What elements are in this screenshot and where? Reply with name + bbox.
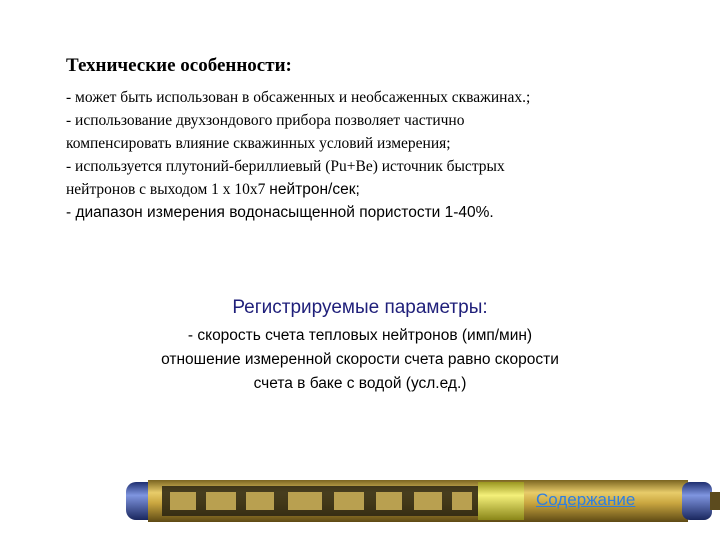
- params-body: [60, 324, 660, 396]
- features-line-5-sans: нейтрон/сек;: [269, 181, 360, 198]
- features-line-5-serif: нейтронов с выходом 1 х 10х7: [66, 181, 270, 198]
- params-title: Регистрируемые параметры:: [232, 297, 488, 318]
- tool-right-cap: [682, 482, 712, 520]
- features-line-4: - используется плутоний-бериллиевый (Pu+Be) источник быстрых: [66, 158, 505, 175]
- tool-yellow-section: [478, 482, 524, 520]
- params-line-2: отношение измеренной скорости счета равно скорости: [161, 351, 559, 368]
- params-line-3: счета в баке с водой (усл.ед.): [253, 375, 467, 392]
- features-line-3: компенсировать влияние скважинных условий измерения;: [66, 135, 451, 152]
- tool-windows: [170, 492, 472, 510]
- features-line-2: - использование двухзондового прибора позволяет частично: [66, 112, 465, 129]
- params-line-1: - скорость счета тепловых нейтронов (имп/мин): [187, 327, 533, 344]
- features-line-1: - может быть использован в обсаженных и необсаженных скважинах.;: [66, 89, 531, 106]
- features-title: Технические особенности:: [66, 55, 292, 76]
- technical-features: [66, 54, 686, 225]
- registered-parameters: [60, 296, 660, 396]
- contents-link[interactable]: Содержание: [536, 490, 636, 509]
- features-body: [66, 86, 686, 201]
- features-line-6: - диапазон измерения водонасыщенной пористости 1-40%.: [66, 204, 494, 221]
